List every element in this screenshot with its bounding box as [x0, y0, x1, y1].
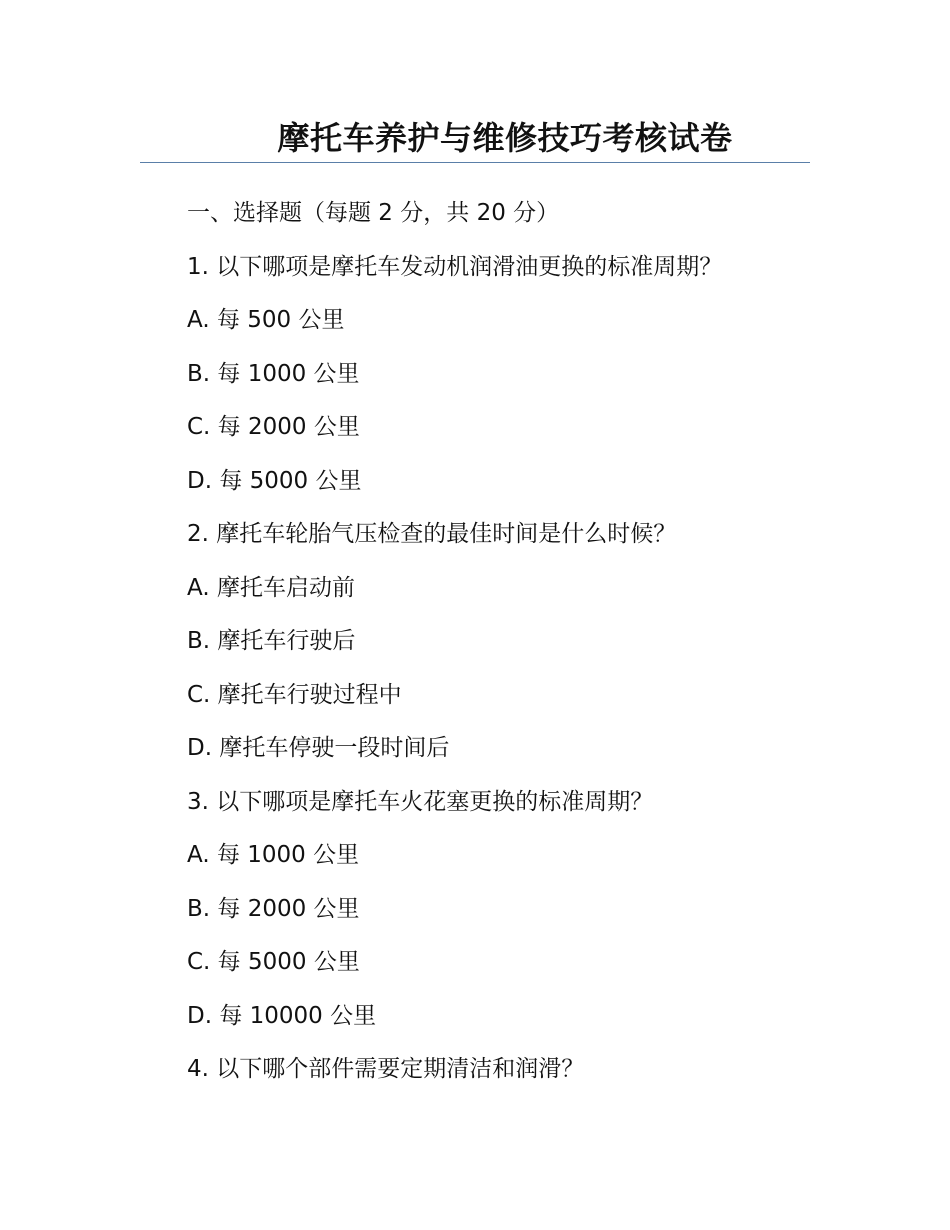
answer-option: C. 每 5000 公里 [187, 949, 360, 975]
answer-option: B. 每 2000 公里 [187, 895, 360, 922]
document-body [187, 195, 807, 1105]
answer-option: A. 每 500 公里 [187, 307, 345, 333]
answer-option: A. 每 1000 公里 [187, 842, 360, 868]
question-stem: 4. 以下哪个部件需要定期清洁和润滑？ [187, 1056, 585, 1082]
answer-option: A. 摩托车启动前 [187, 574, 355, 601]
question-stem: 1. 以下哪项是摩托车发动机润滑油更换的标准周期？ [187, 253, 723, 280]
answer-option: D. 每 10000 公里 [187, 1002, 377, 1029]
answer-option: B. 摩托车行驶后 [187, 628, 356, 654]
answer-option: D. 摩托车停驶一段时间后 [187, 735, 450, 761]
answer-option: D. 每 5000 公里 [187, 467, 362, 494]
answer-option: B. 每 1000 公里 [187, 360, 360, 387]
title-divider [140, 162, 810, 163]
question-stem: 2. 摩托车轮胎气压检查的最佳时间是什么时候？ [187, 521, 677, 547]
document-title: 摩托车养护与维修技巧考核试卷 [277, 119, 733, 157]
answer-option: C. 每 2000 公里 [187, 414, 360, 440]
section-heading: 一、选择题（每题 2 分，共 20 分） [187, 200, 560, 226]
answer-option: C. 摩托车行驶过程中 [187, 681, 402, 708]
question-stem: 3. 以下哪项是摩托车火花塞更换的标准周期？ [187, 788, 654, 815]
